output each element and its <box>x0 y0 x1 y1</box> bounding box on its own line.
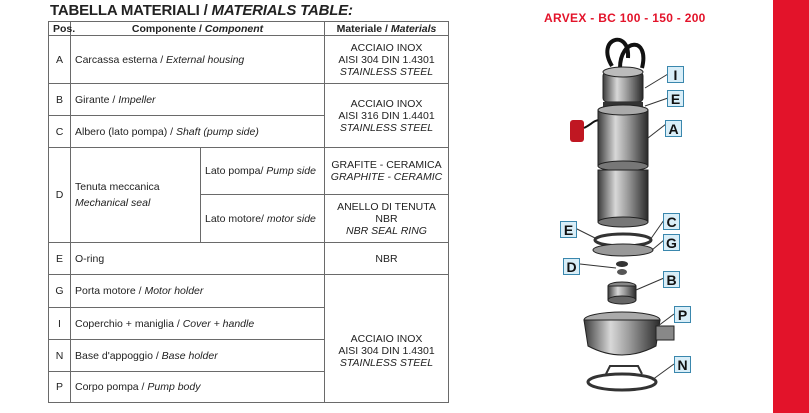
row-component: Base d'appoggio / Base holder <box>71 340 325 372</box>
table-row <box>49 275 449 308</box>
row-subcomponent: Lato motore/ motor side <box>201 195 325 243</box>
table-row <box>49 148 449 195</box>
row-pos: B <box>49 84 71 116</box>
material-d2: ANELLO DI TENUTA NBR NBR SEAL RING <box>325 195 449 243</box>
red-side-bar <box>773 0 809 413</box>
row-pos: I <box>49 308 71 340</box>
title-italian: TABELLA MATERIALI / <box>50 2 208 19</box>
callout-e-left: E <box>560 221 577 238</box>
material-b-c: ACCIAIO INOX AISI 316 DIN 1.4401 STAINLESS STEEL <box>325 84 449 148</box>
material-e: NBR <box>325 243 449 275</box>
callout-n: N <box>674 356 691 373</box>
material-d1: GRAFITE - CERAMICA GRAPHITE - CERAMIC <box>325 148 449 195</box>
table-row <box>49 243 449 275</box>
page-title <box>50 2 353 19</box>
row-component: Tenuta meccanica Mechanical seal <box>71 148 201 243</box>
row-pos: A <box>49 36 71 84</box>
callout-e-top: E <box>667 90 684 107</box>
header-component: Componente / Component <box>71 22 325 36</box>
row-pos: G <box>49 275 71 308</box>
callout-p: P <box>674 306 691 323</box>
callout-c: C <box>663 213 680 230</box>
row-component: Coperchio + maniglia / Cover + handle <box>71 308 325 340</box>
row-component: Carcassa esterna / External housing <box>71 36 325 84</box>
callout-b: B <box>663 271 680 288</box>
callout-d: D <box>563 258 580 275</box>
row-component: Albero (lato pompa) / Shaft (pump side) <box>71 116 325 148</box>
callout-a: A <box>665 120 682 137</box>
row-subcomponent: Lato pompa/ Pump side <box>201 148 325 195</box>
materials-table <box>48 21 449 403</box>
row-pos: E <box>49 243 71 275</box>
row-pos: D <box>49 148 71 243</box>
title-english: MATERIALS TABLE: <box>207 2 353 19</box>
float-switch-icon <box>570 120 584 142</box>
material-g-i-n-p: ACCIAIO INOX AISI 304 DIN 1.4301 STAINLESS STEEL <box>325 275 449 403</box>
product-title: ARVEX - BC 100 - 150 - 200 <box>544 11 706 25</box>
table-header-row <box>49 22 449 36</box>
row-component: Porta motore / Motor holder <box>71 275 325 308</box>
callout-i: I <box>667 66 684 83</box>
row-pos: N <box>49 340 71 372</box>
row-pos: P <box>49 372 71 403</box>
table-row <box>49 36 449 84</box>
callout-g: G <box>663 234 680 251</box>
row-component: O-ring <box>71 243 325 275</box>
row-component: Corpo pompa / Pump body <box>71 372 325 403</box>
material-a: ACCIAIO INOX AISI 304 DIN 1.4301 STAINLESS STEEL <box>325 36 449 84</box>
row-component: Girante / Impeller <box>71 84 325 116</box>
header-pos: Pos. <box>49 22 71 36</box>
header-material: Materiale / Materials <box>325 22 449 36</box>
row-pos: C <box>49 116 71 148</box>
table-row <box>49 84 449 116</box>
